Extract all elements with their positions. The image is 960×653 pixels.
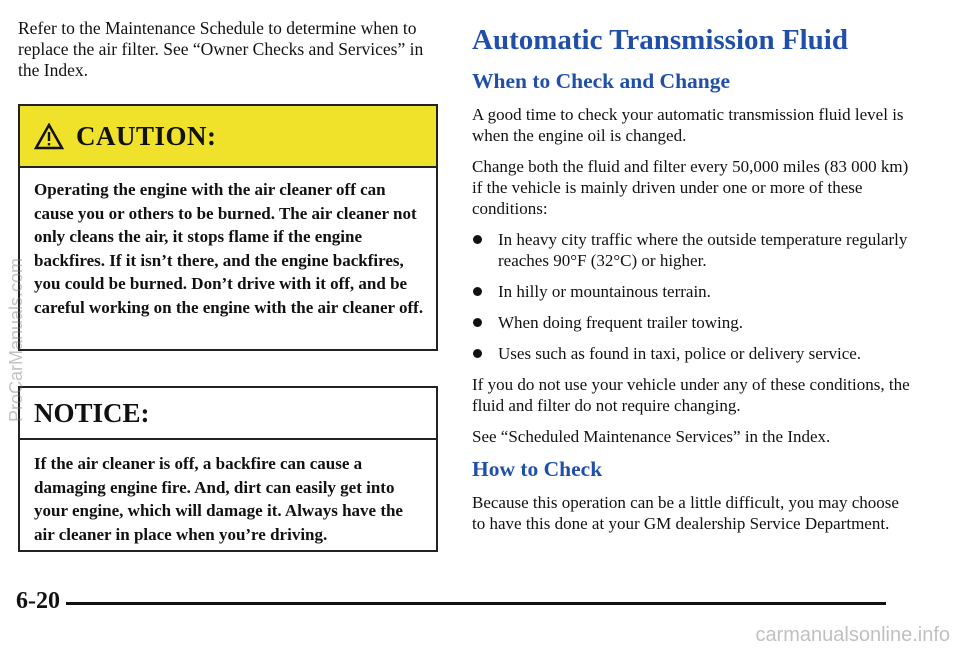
bullet-icon [473,349,482,358]
right-column [472,24,912,544]
list-item [472,312,912,333]
caution-title: CAUTION: [76,120,217,151]
list-item [472,343,912,364]
how-heading: How to Check [472,457,603,481]
how-paragraph: Because this operation can be a little difficult, you may choose to have this done at your GM dealership Service Department. [472,493,899,533]
list-item-text: In heavy city traffic where the outside temperature regularly reaches 90°F (32°C) or higher. [498,230,908,270]
conditions-list [472,229,912,364]
caution-box [18,104,438,351]
when-paragraph-4: See “Scheduled Maintenance Services” in the Index. [472,427,831,446]
bullet-icon [473,235,482,244]
page-number: 6-20 [16,588,60,614]
when-paragraph-3: If you do not use your vehicle under any of these conditions, the fluid and filter do not require changing. [472,375,910,415]
when-paragraph-2: Change both the fluid and filter every 50,000 miles (83 000 km) if the vehicle is mainly driven under one or more of these conditions: [472,157,909,218]
list-item [472,281,912,302]
when-paragraph-1: A good time to check your automatic transmission fluid level is when the engine oil is changed. [472,105,904,145]
intro-paragraph: Refer to the Maintenance Schedule to determine when to replace the air filter. See “Owner Checks and Services” in the Index. [18,18,424,80]
watermark: ProCarManuals.com [6,257,26,423]
when-heading: When to Check and Change [472,69,731,93]
notice-box [18,386,438,552]
notice-title: NOTICE: [20,388,436,440]
section-title: Automatic Transmission Fluid [472,24,848,56]
caution-header [20,106,436,168]
list-item-text: Uses such as found in taxi, police or delivery service. [498,344,862,363]
list-item-text: When doing frequent trailer towing. [498,313,744,332]
list-item-text: In hilly or mountainous terrain. [498,282,711,301]
warning-triangle-icon [34,123,64,150]
list-item [472,229,912,271]
notice-body: If the air cleaner is off, a backfire can cause a damaging engine fire. And, dirt can easily get into your engine, which will damage it. Always have the air cleaner in place when you’re driving. [34,454,403,544]
left-column [18,18,442,81]
site-watermark: carmanualsonline.info [755,624,950,646]
bullet-icon [473,287,482,296]
footer-rule [66,602,886,605]
bullet-icon [473,318,482,327]
caution-body: Operating the engine with the air cleaner off can cause you or others to be burned. The air cleaner not only cleans the air, it stops flame if the engine backfires. If it isn’t there, and the engine backfires, you could be burned. Don’t drive with it off, and be careful working on the engine with the air cleaner off. [34,180,424,317]
